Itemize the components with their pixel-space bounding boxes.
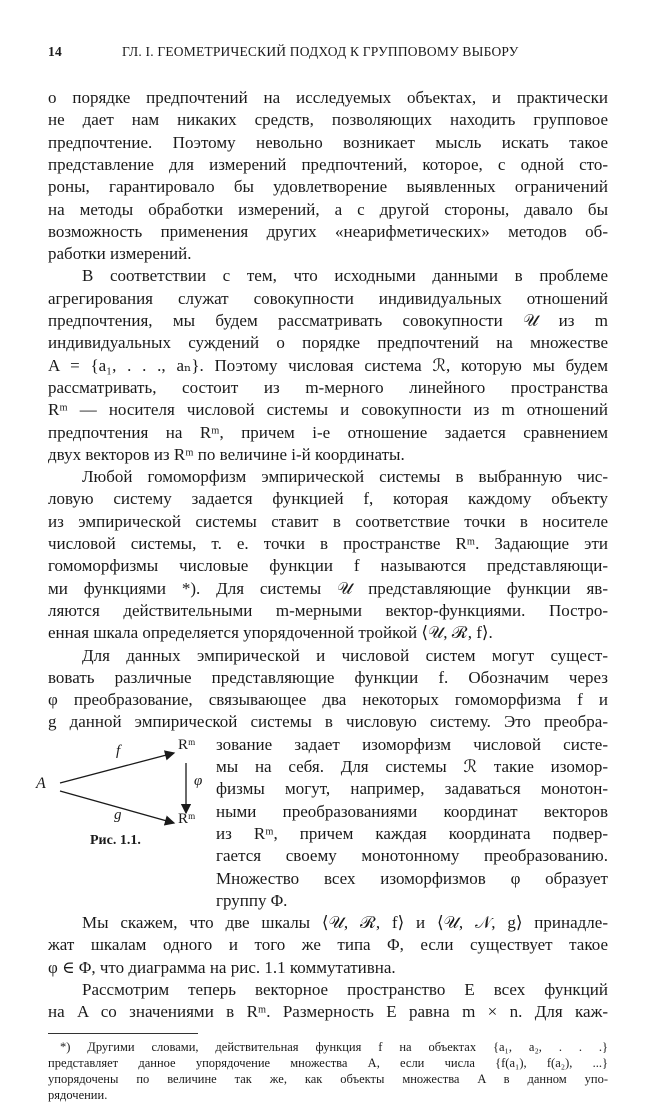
page-number: 14: [48, 44, 62, 59]
label-phi: φ: [194, 772, 203, 789]
side-text-line: группу Φ.: [216, 890, 288, 910]
paragraph-start: Для данных эмпирической и числовой систем могут сущест-: [82, 645, 608, 665]
text-line: роны, гарантировало бы удовлетворение выявленных ограничений: [48, 177, 608, 197]
side-text-line: ными преобразованиями координат векторов: [216, 801, 608, 821]
side-text-line: мы на себя. Для системы ℛ такие изомор-: [216, 757, 608, 776]
text-line: на методы обработки измерений, а с другой стороны, давало бы: [48, 199, 608, 219]
text-line: жат шкалам одного и того же типа Φ, если существует такое: [48, 935, 608, 955]
text-line: агрегирования служат совокупности индивидуальных отношений: [48, 288, 608, 308]
label-g: g: [114, 806, 122, 823]
paragraph-start: Мы скажем, что две шкалы ⟨𝒰, ℛ, f⟩ и ⟨𝒰, 𝒩, g⟩ принадле-: [82, 913, 608, 933]
text-line: A = {a₁, . . ., aₙ}. Поэтому числовая система ℛ, которую мы будем: [48, 355, 608, 375]
text-line: двух векторов из Rᵐ по величине i-й координаты.: [48, 444, 405, 464]
chapter-title: ГЛ. I. ГЕОМЕТРИЧЕСКИЙ ПОДХОД К ГРУППОВОМУ ВЫБОРУ: [122, 44, 519, 59]
text-line: φ ∈ Φ, что диаграмма на рис. 1.1 коммутативна.: [48, 957, 396, 977]
side-text-line: зование задает изоморфизм числовой систе-: [216, 734, 608, 754]
text-line: работки измерений.: [48, 244, 192, 264]
footnote-rule: [48, 1033, 198, 1034]
text-line: индивидуальных суждений о порядке предпочтений на множестве: [48, 333, 608, 353]
text-line: φ преобразование, связывающее два некоторых гомоморфизма f и: [48, 690, 608, 710]
text-line: на A со значениями в Rᵐ. Размерность E равна m × n. Для каж-: [48, 1002, 608, 1022]
side-text-line: гается своему монотонному преобразованию.: [216, 846, 608, 866]
text-line: Rᵐ — носителя числовой системы и совокупности из m отношений: [48, 400, 608, 420]
footnote-line: рядочении.: [48, 1087, 108, 1102]
text-line: не дает нам никаких средств, позволяющих находить групповое: [48, 110, 608, 130]
text-line: ми функциями *). Для системы 𝒰 представляющие функции яв-: [48, 578, 608, 598]
text-line: числовой системы, т. е. точки в пространстве Rᵐ. Задающие эти: [48, 534, 608, 553]
paragraph-start: Рассмотрим теперь векторное пространство E всех функций: [82, 980, 608, 999]
node-a: A: [36, 774, 46, 792]
node-r-top: Rᵐ: [178, 736, 196, 753]
text-line: гомоморфизмы числовые функции f называются представляющи-: [48, 556, 608, 576]
paragraph-start: В соответствии с тем, что исходными данными в проблеме: [82, 266, 608, 286]
footnote-line: упорядочены по величине так же, как объекты множества A в данном упо-: [48, 1071, 608, 1086]
side-text-line: из Rᵐ, причем каждая координата подвер-: [216, 823, 608, 843]
text-line: предпочтения на Rᵐ, причем i-е отношение задается сравнением: [48, 422, 608, 442]
footnote-line: *) Другими словами, действительная функция f на объектах {a₁, a₂, . . .}: [60, 1039, 608, 1054]
text-line: вовать различные представляющие функции f. Обозначим через: [48, 667, 608, 687]
text-line: ловую систему задается функцией f, которая каждому объекту: [48, 489, 608, 509]
text-line: g данной эмпирической системы в числовую систему. Это преобра-: [48, 712, 608, 732]
text-line: предпочтения, мы будем рассматривать совокупности 𝒰 из m: [48, 311, 608, 330]
label-f: f: [116, 742, 121, 759]
paragraph-start: Любой гомоморфизм эмпирической системы в выбранную чис-: [82, 467, 608, 487]
text-line: из эмпирической системы ставит в соответствие точки в носителе: [48, 511, 608, 531]
text-line: представление для измерений предпочтений, которое, с одной сто-: [48, 154, 608, 174]
text-line: ляются действительными m-мерными вектор-функциями. Постро-: [48, 600, 608, 620]
text-line: возможность применения других «неарифметических» методов об-: [48, 221, 608, 241]
side-text-line: физмы могут, например, задаваться монотон-: [216, 779, 608, 799]
text-line: предпочтение. Поэтому невольно возникает мысль искать такое: [48, 132, 608, 152]
node-r-bottom: Rᵐ: [178, 810, 196, 827]
side-text-line: Множество всех изоморфизмов φ образует: [216, 868, 608, 888]
figure-caption: Рис. 1.1.: [90, 832, 141, 848]
text-line: енная шкала определяется упорядоченной тройкой ⟨𝒰, ℛ, f⟩.: [48, 623, 493, 643]
text-line: о порядке предпочтений на исследуемых объектах, и практически: [48, 88, 608, 107]
footnote-line: представляет данное упорядочение множества A, если числа {f(a₁), f(a₂), ...}: [48, 1055, 608, 1070]
text-line: рассматривать, состоит из m-мерного линейного пространства: [48, 377, 608, 397]
